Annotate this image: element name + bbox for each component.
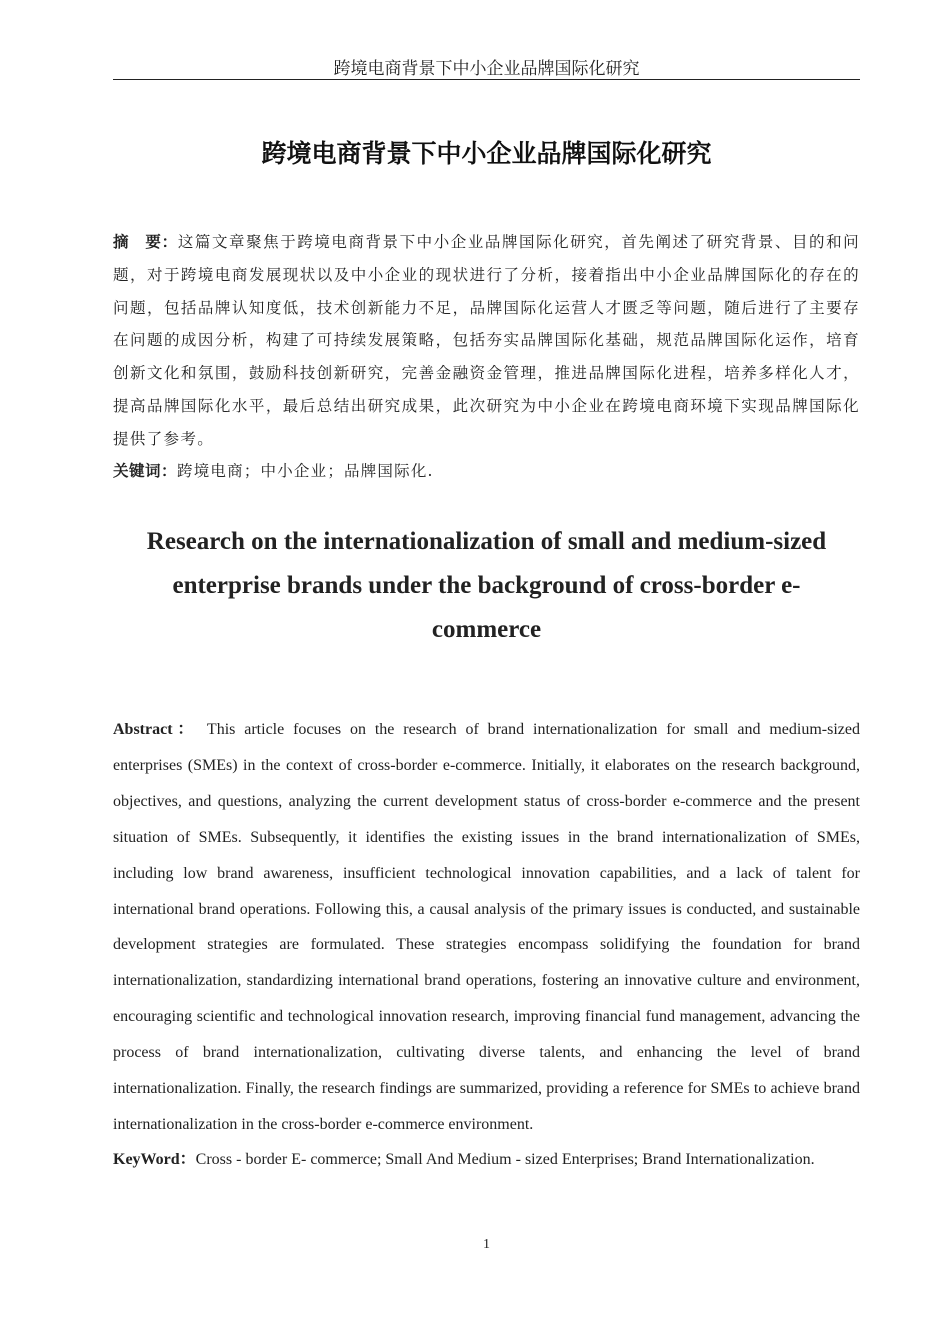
chinese-abstract — [113, 226, 860, 456]
header-rule — [113, 79, 860, 80]
english-abstract — [113, 712, 860, 1143]
english-keywords — [113, 1144, 860, 1176]
english-keywords-label: KeyWord： — [113, 1151, 196, 1168]
english-abstract-label: Abstract： — [113, 721, 199, 738]
chinese-keywords-label: 关键词： — [113, 462, 178, 480]
running-header: 跨境电商背景下中小企业品牌国际化研究 — [333, 59, 640, 78]
chinese-title: 跨境电商背景下中小企业品牌国际化研究 — [261, 139, 712, 168]
chinese-abstract-text: 这篇文章聚焦于跨境电商背景下中小企业品牌国际化研究，首先阐述了研究背景、目的和问题，对于跨境电商发展现状以及中小企业的现状进行了分析，接着指出中小企业品牌国际化的存在的问题，包括品牌认知度低，技术创新能力不足，品牌国际化运营人才匮乏等问题，随后进行了主要存在问题的成因分析，构建了可持续发展策略，包括夯实品牌国际化基础，规范品牌国际化运作，培育创新文化和氛围，鼓励科技创新研究，完善金融资金管理，推进品牌国际化进程，培养多样化人才，提高品牌国际化水平，最后总结出研究成果，此次研究为中小企业在跨境电商环境下实现品牌国际化提供了参考。 — [113, 233, 860, 448]
chinese-abstract-label: 摘 要： — [113, 233, 178, 251]
chinese-keywords — [113, 455, 860, 487]
chinese-keywords-text: 跨境电商；中小企业；品牌国际化. — [177, 462, 434, 480]
english-title: Research on the internationalization of small and medium-sized enterprise brands under the background of cross-border e-commerce — [146, 528, 827, 643]
page-number: 1 — [483, 1237, 490, 1252]
english-keywords-text: Cross - border E- commerce; Small And Medium - sized Enterprises; Brand Internationalization. — [195, 1151, 815, 1168]
english-abstract-text: This article focuses on the research of brand internationalization for small and medium-sized enterprises (SMEs) in the context of cross-border e-commerce. Initially, it elaborates on the research background, objectives, and questions, analyzing the current development status of cross-border e-commerce and the present situation of SMEs. Subsequently, it identifies the existing issues in the brand internationalization of SMEs, including low brand awareness, insufficient technological innovation capabilities, and a lack of talent for international brand operations. Following this, a causal analysis of the primary issues is conducted, and sustainable development strategies are formulated. These strategies encompass solidifying the foundation for brand internationalization, standardizing international brand operations, fostering an innovative culture and environment, encouraging scientific and technological innovation research, improving financial fund management, advancing the process of brand internationalization, cultivating diverse talents, and enhancing the level of brand internationalization. Finally, the research findings are summarized, providing a reference for SMEs to achieve brand internationalization in the cross-border e-commerce environment. — [113, 721, 860, 1133]
